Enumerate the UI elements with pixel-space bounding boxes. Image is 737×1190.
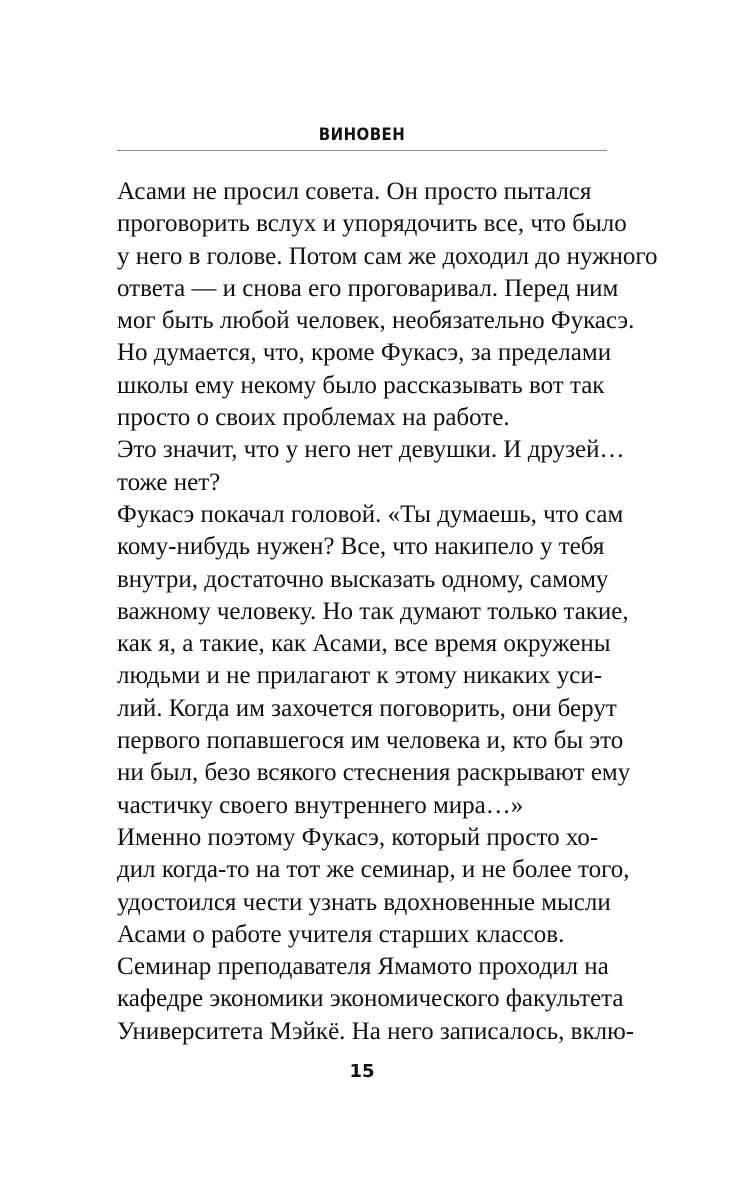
text-line: первого попавшегося им человека и, кто бы это bbox=[117, 727, 624, 755]
text-line: Именно поэтому Фукасэ, который просто хо- bbox=[117, 823, 599, 851]
text-line: тоже нет? bbox=[117, 468, 221, 496]
text-line: ответа — и снова его проговаривал. Перед ним bbox=[117, 274, 619, 302]
text-line: школы ему некому было рассказывать вот так bbox=[117, 371, 605, 399]
text-line: Университета Мэйкё. На него записалось, вклю- bbox=[117, 1017, 635, 1045]
text-line: Асами не просил совета. Он просто пытался bbox=[117, 178, 592, 205]
text-line: кафедре экономики экономического факультета bbox=[117, 985, 624, 1013]
text-line: Семинар преподавателя Ямамото проходил на bbox=[117, 953, 609, 981]
text-line: важному человеку. Но так думают только такие, bbox=[117, 597, 629, 625]
text-line: частичку своего внутреннего мира…» bbox=[117, 791, 524, 819]
text-line: Но думается, что, кроме Фукасэ, за пределами bbox=[117, 339, 612, 367]
text-line: как я, а такие, как Асами, все время окружены bbox=[117, 630, 611, 658]
text-line: просто о своих проблемах на работе. bbox=[117, 404, 510, 432]
text-line: у него в голове. Потом сам же доходил до нужного bbox=[117, 242, 658, 270]
text-line: людьми и не прилагают к этому никаких уси- bbox=[117, 662, 603, 690]
text-line: кому-нибудь нужен? Все, что накипело у тебя bbox=[117, 533, 605, 561]
text-line: дил когда-то на тот же семинар, и не более того, bbox=[117, 856, 630, 884]
text-line: удостоился чести узнать вдохновенные мысли bbox=[117, 888, 611, 916]
header-rule bbox=[117, 150, 607, 151]
text-line: лий. Когда им захочется поговорить, они берут bbox=[117, 694, 617, 722]
text-line: Фукасэ покачал головой. «Ты думаешь, что сам bbox=[117, 500, 624, 528]
text-line: ни был, безо всякого стеснения раскрывают ему bbox=[117, 759, 631, 787]
body-text bbox=[117, 176, 658, 1048]
text-line: мог быть любой человек, необязательно Фукасэ. bbox=[117, 307, 635, 335]
text-line: внутри, достаточно высказать одному, самому bbox=[117, 565, 609, 593]
text-line: Асами о работе учителя старших классов. bbox=[117, 920, 565, 948]
text-line: Это значит, что у него нет девушки. И друзей… bbox=[117, 436, 625, 464]
running-head: ВИНОВЕН bbox=[318, 125, 406, 145]
text-line: проговорить вслух и упорядочить все, что было bbox=[117, 210, 627, 238]
page-number: 15 bbox=[349, 1061, 375, 1082]
